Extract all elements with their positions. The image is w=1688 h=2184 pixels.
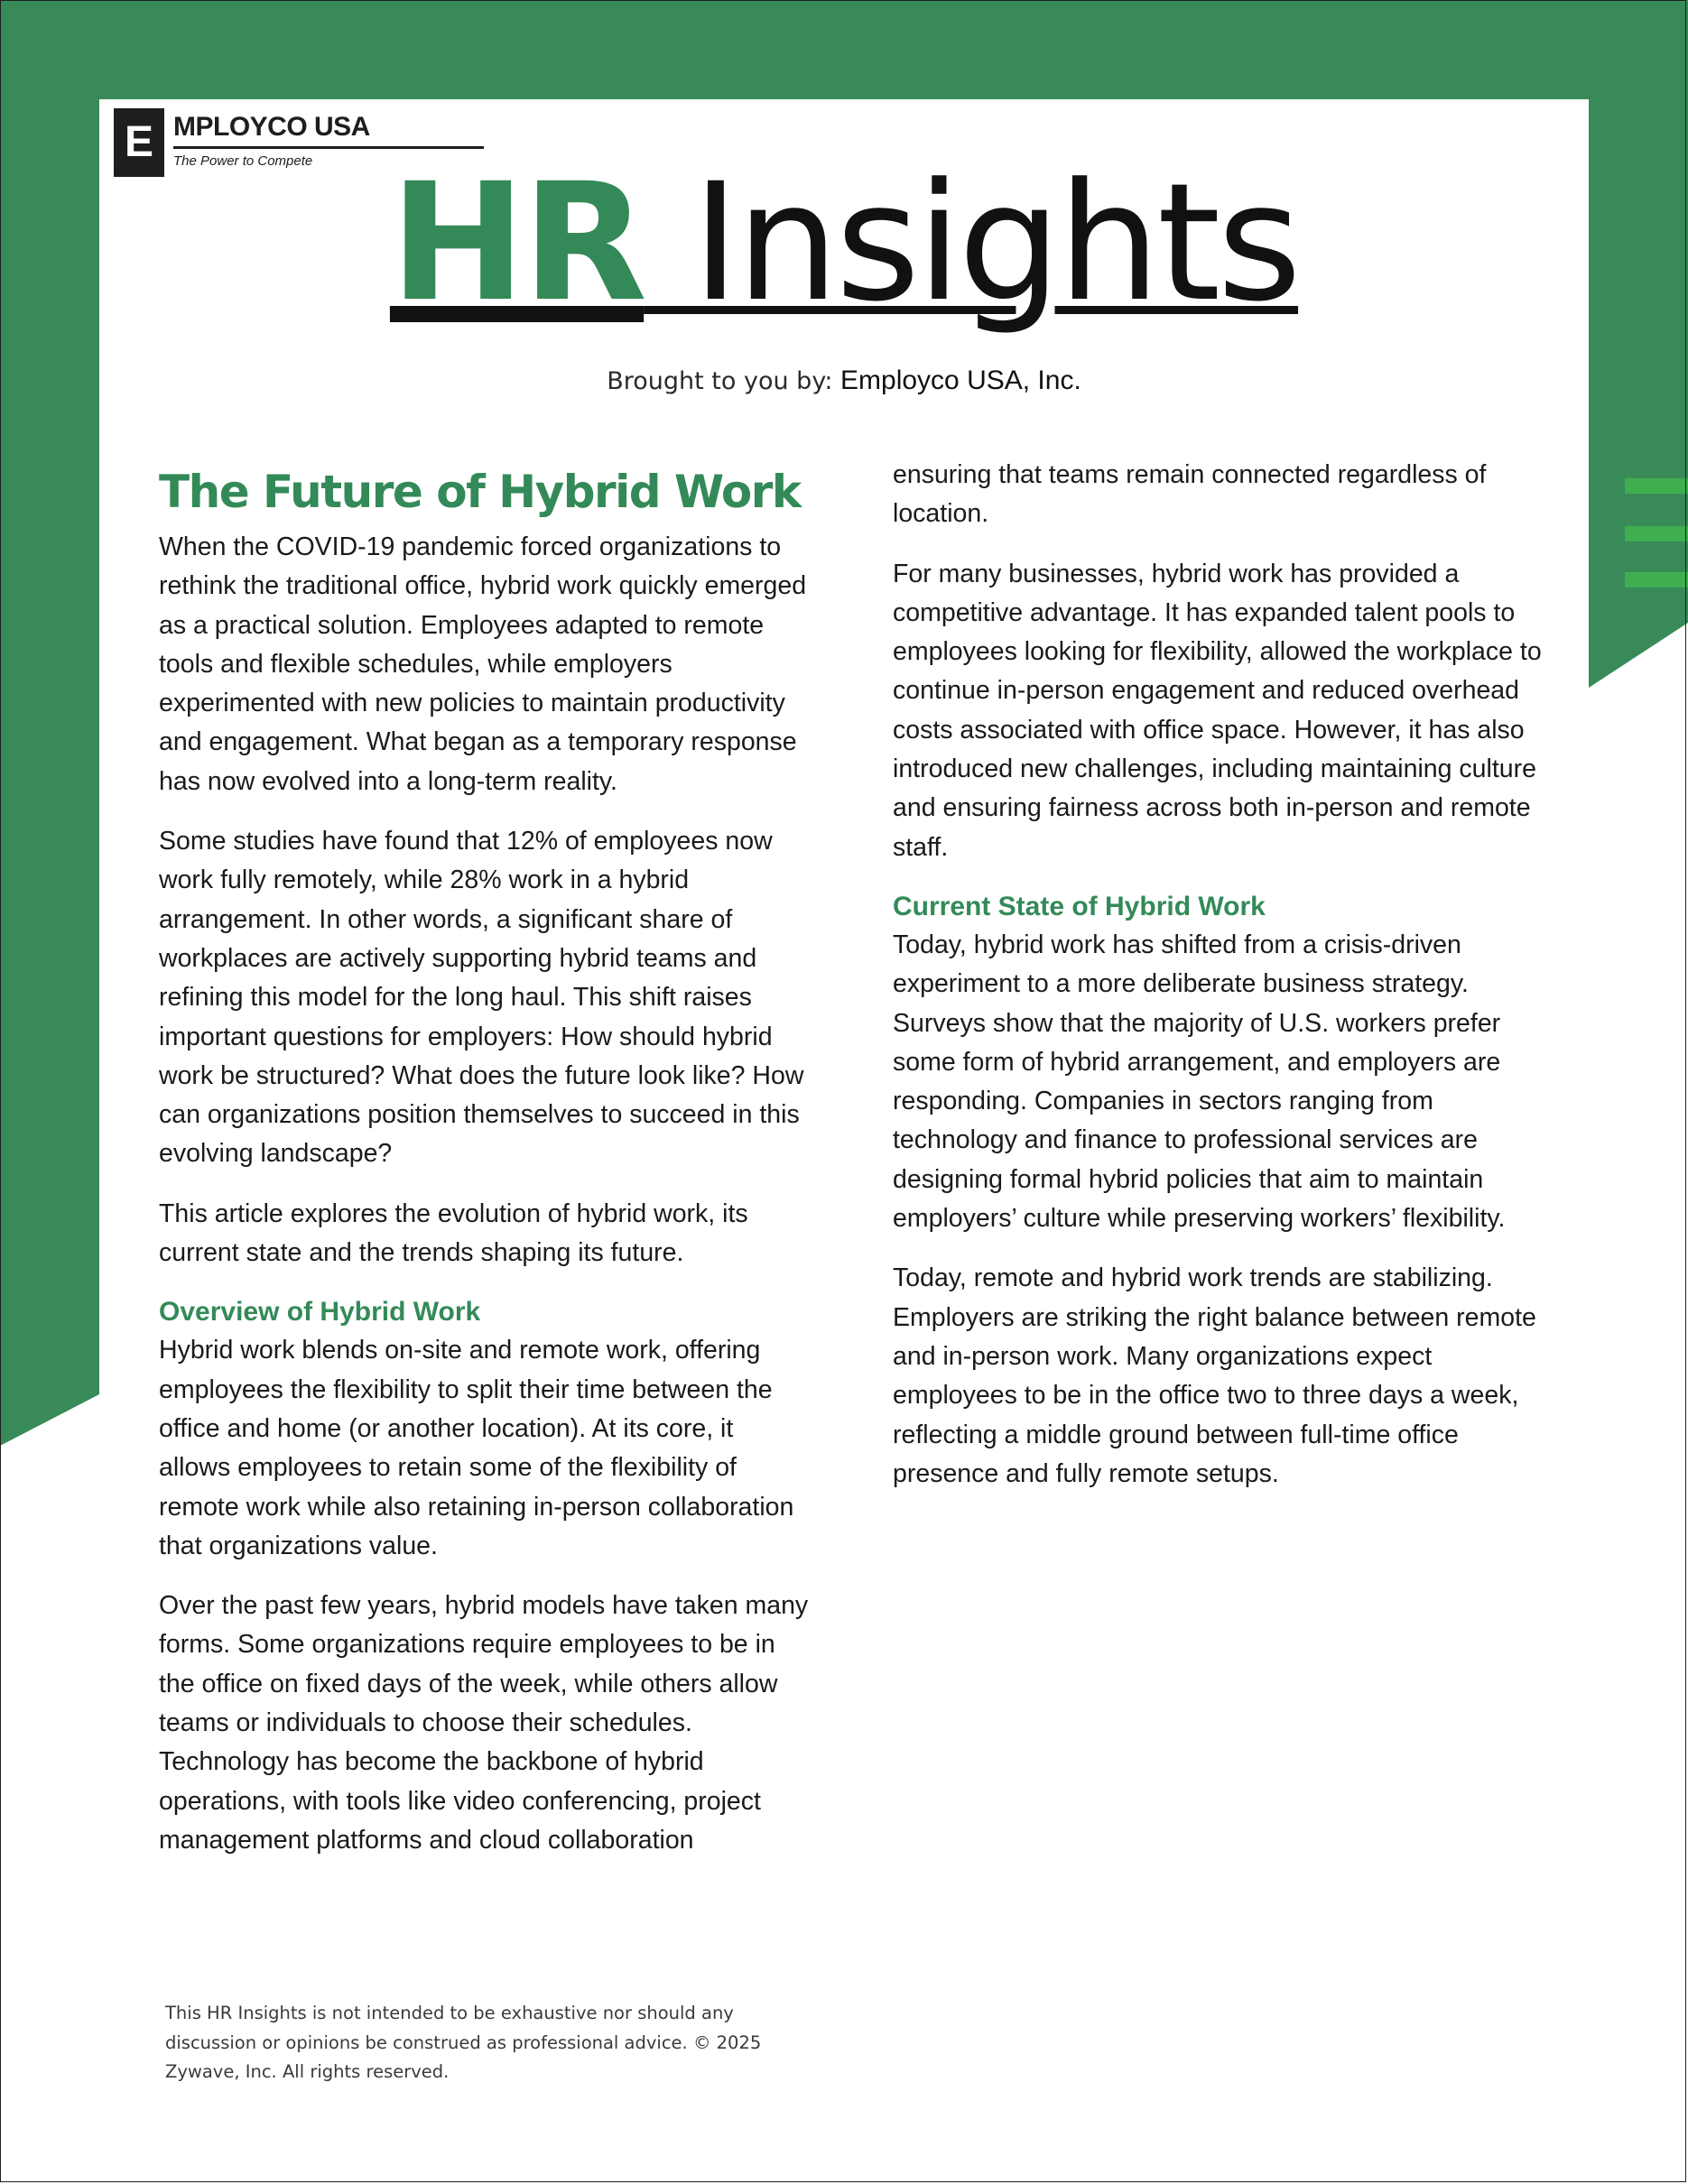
section-heading-overview: Overview of Hybrid Work <box>159 1297 481 1328</box>
accent-bar-1 <box>1625 478 1688 494</box>
right-column <box>893 456 1543 1514</box>
left-column <box>159 456 809 1881</box>
disclaimer: This HR Insights is not intended to be exhaustive nor should any discussion or opinions be construed as professional advice. © 2025 Zywave, Inc. All rights reserved. <box>165 2003 762 2082</box>
logo-name: MPLOYCO USA <box>173 112 370 142</box>
accent-bar-3 <box>1625 572 1688 588</box>
paragraph: For many businesses, hybrid work has provided a competitive advantage. It has expanded talent pools to employees looking for flexibility, allowed the workplace to continue in-person engagement and reduced overhead costs associated with office space. However, it has also introduced new challenges, including maintaining culture and ensuring fairness across both in-person and remote staff. <box>893 559 1542 862</box>
title-insights: Insights <box>644 149 1299 338</box>
paragraph: Over the past few years, hybrid models have taken many forms. Some organizations require employees to be in the office on fixed days of the week, while others allow teams or individuals to choose their schedules. Technology has become the backbone of hybrid operations, with tools like video conferencing, project management platforms and cloud collaboration <box>159 1591 809 1855</box>
section-heading-current-state: Current State of Hybrid Work <box>893 891 1266 921</box>
byline-prefix: Brought to you by: <box>607 367 841 395</box>
paragraph: When the COVID-19 pandemic forced organizations to rethink the traditional office, hybrid work quickly emerged as a practical solution. Employees adapted to remote tools and flexible schedules, while employers experimented with new policies to maintain productivity and engagement. What began as a temporary response has now evolved into a long-term reality. <box>159 532 807 796</box>
paragraph: This article explores the evolution of hybrid work, its current state and the trends shaping its future. <box>159 1198 748 1268</box>
logo-letter-box: E <box>114 108 164 177</box>
paragraph: ensuring that teams remain connected regardless of location. <box>893 460 1487 529</box>
title-hr: HR <box>389 149 645 338</box>
paragraph: Today, hybrid work has shifted from a crisis-driven experiment to a more deliberate business strategy. Surveys show that the majority of U.S. workers prefer some form of hybrid arrangement, and employers are responding. Companies in sectors ranging from technology and finance to professional services are designing formal hybrid policies that aim to maintain employers’ culture while preserving workers’ flexibility. <box>893 930 1506 1234</box>
byline-company: Employco USA, Inc. <box>840 366 1081 395</box>
paragraph: Hybrid work blends on-site and remote work, offering employees the flexibility to split their time between the office and home (or another location). At its core, it allows employees to retain some of the flexibility of remote work while also retaining in-person collaboration that organizations value. <box>159 1336 794 1560</box>
logo-tagline: The Power to Compete <box>173 153 313 169</box>
accent-bar-2 <box>1625 526 1688 541</box>
article-title: The Future of Hybrid Work <box>159 466 801 518</box>
paragraph: Today, remote and hybrid work trends are stabilizing. Employers are striking the right balance between remote and in-person work. Many organizations expect employees to be in the office two to three days a week, reflecting a middle ground between full-time office presence and fully remote setups. <box>893 1263 1536 1488</box>
byline <box>0 366 1688 396</box>
newsletter-title <box>389 149 1299 338</box>
masthead <box>0 149 1688 338</box>
paragraph: Some studies have found that 12% of employees now work fully remotely, while 28% work in a hybrid arrangement. In other words, a significant share of workplaces are actively supporting hybrid teams and refining this model for the long haul. This shift raises important questions for employers: How should hybrid work be structured? What does the future look like? How can organizations position themselves to succeed in this evolving landscape? <box>159 827 804 1169</box>
